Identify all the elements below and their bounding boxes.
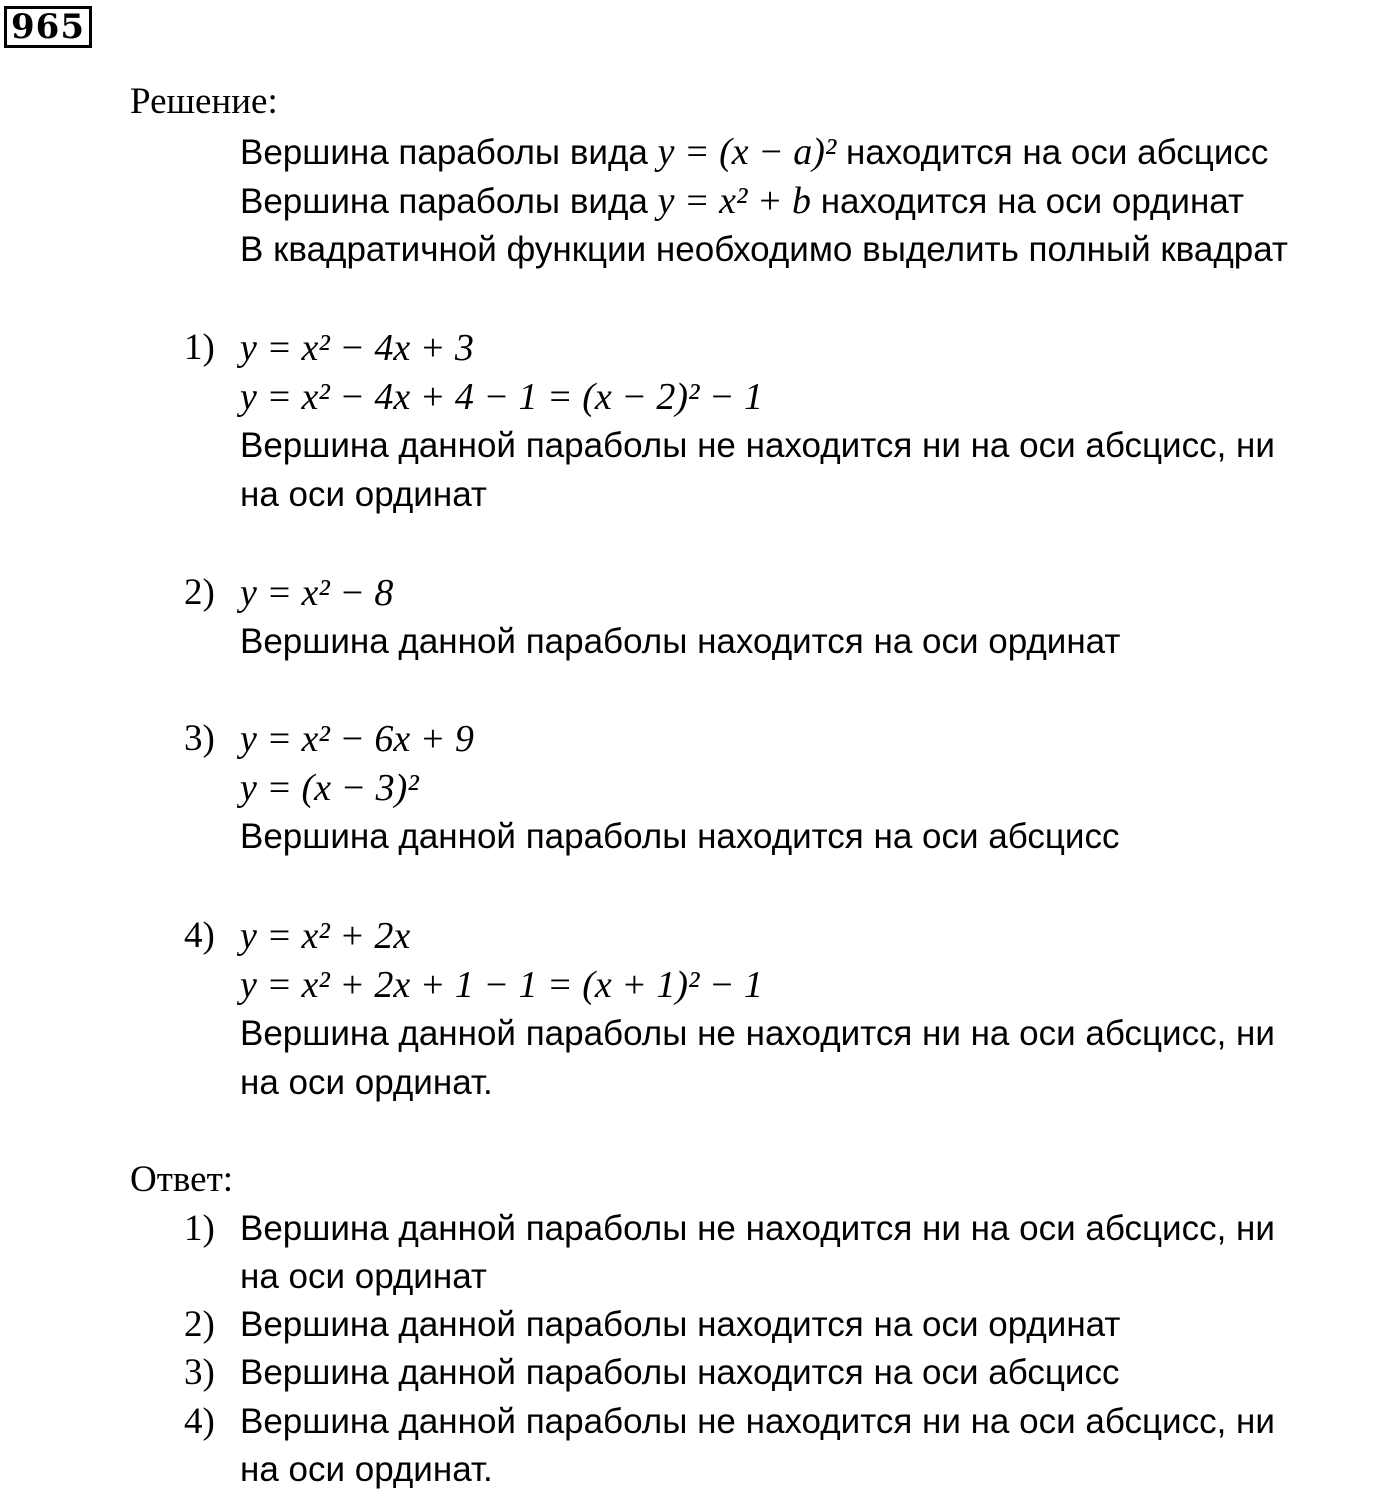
conclusion-line: на оси ординат. bbox=[240, 1063, 493, 1102]
formula bbox=[240, 916, 410, 956]
answer-number: 3) bbox=[184, 1352, 215, 1393]
item-number: 3) bbox=[184, 718, 215, 759]
answer-line: на оси ординат. bbox=[240, 1450, 493, 1489]
formula bbox=[240, 719, 474, 759]
formula bbox=[240, 965, 763, 1005]
answer-line: Вершина данной параболы не находится ни на оси абсцисс, ни bbox=[240, 1402, 1275, 1441]
conclusion-line: Вершина данной параболы находится на оси ординат bbox=[240, 622, 1121, 661]
item-number: 1) bbox=[184, 327, 215, 368]
formula-text: y = x² + 2x bbox=[240, 915, 411, 957]
conclusion-line: на оси ординат bbox=[240, 475, 487, 514]
answer-line: на оси ординат bbox=[240, 1257, 487, 1296]
answer-line: Вершина данной параболы находится на оси ординат bbox=[240, 1305, 1121, 1344]
answer-heading: Ответ: bbox=[130, 1159, 234, 1200]
conclusion-line: Вершина данной параболы не находится ни на оси абсцисс, ни bbox=[240, 426, 1275, 465]
formula-text: y = x² − 6x + 9 bbox=[240, 718, 474, 760]
item-number: 4) bbox=[184, 915, 215, 956]
intro-text: Вершина параболы вида bbox=[240, 133, 658, 172]
answer-line: Вершина данной параболы не находится ни на оси абсцисс, ни bbox=[240, 1209, 1275, 1248]
formula bbox=[240, 328, 474, 368]
conclusion-line: Вершина данной параболы находится на оси абсцисс bbox=[240, 817, 1120, 856]
formula-text: y = x² − 4x + 3 bbox=[240, 327, 474, 369]
formula-text: y = x² + 2x + 1 − 1 = (x + 1)² − 1 bbox=[240, 964, 764, 1006]
intro-line-3: В квадратичной функции необходимо выделить полный квадрат bbox=[240, 230, 1288, 269]
answer-number: 1) bbox=[184, 1208, 215, 1249]
answer-number: 4) bbox=[184, 1401, 215, 1442]
intro-text: Вершина параболы вида bbox=[240, 182, 658, 221]
solution-heading: Решение: bbox=[130, 81, 278, 122]
problem-number-badge: 965 bbox=[4, 6, 92, 48]
answer-number: 2) bbox=[184, 1304, 215, 1345]
formula-text: y = (x − 3)² bbox=[240, 767, 419, 809]
formula-text: y = x² − 4x + 4 − 1 = (x − 2)² − 1 bbox=[240, 376, 764, 418]
conclusion-line: Вершина данной параболы не находится ни на оси абсцисс, ни bbox=[240, 1014, 1275, 1053]
formula-text: y = x² − 8 bbox=[240, 572, 394, 614]
intro-formula: y = x² + b bbox=[657, 180, 811, 222]
intro-formula: y = (x − a)² bbox=[657, 131, 837, 173]
formula bbox=[240, 377, 763, 417]
intro-text: находится на оси ординат bbox=[811, 182, 1245, 221]
intro-line-2 bbox=[240, 181, 1244, 222]
intro-line-1 bbox=[240, 132, 1268, 173]
item-number: 2) bbox=[184, 572, 215, 613]
intro-text: находится на оси абсцисс bbox=[836, 133, 1269, 172]
formula bbox=[240, 768, 419, 808]
formula bbox=[240, 573, 393, 613]
answer-line: Вершина данной параболы находится на оси абсцисс bbox=[240, 1353, 1120, 1392]
